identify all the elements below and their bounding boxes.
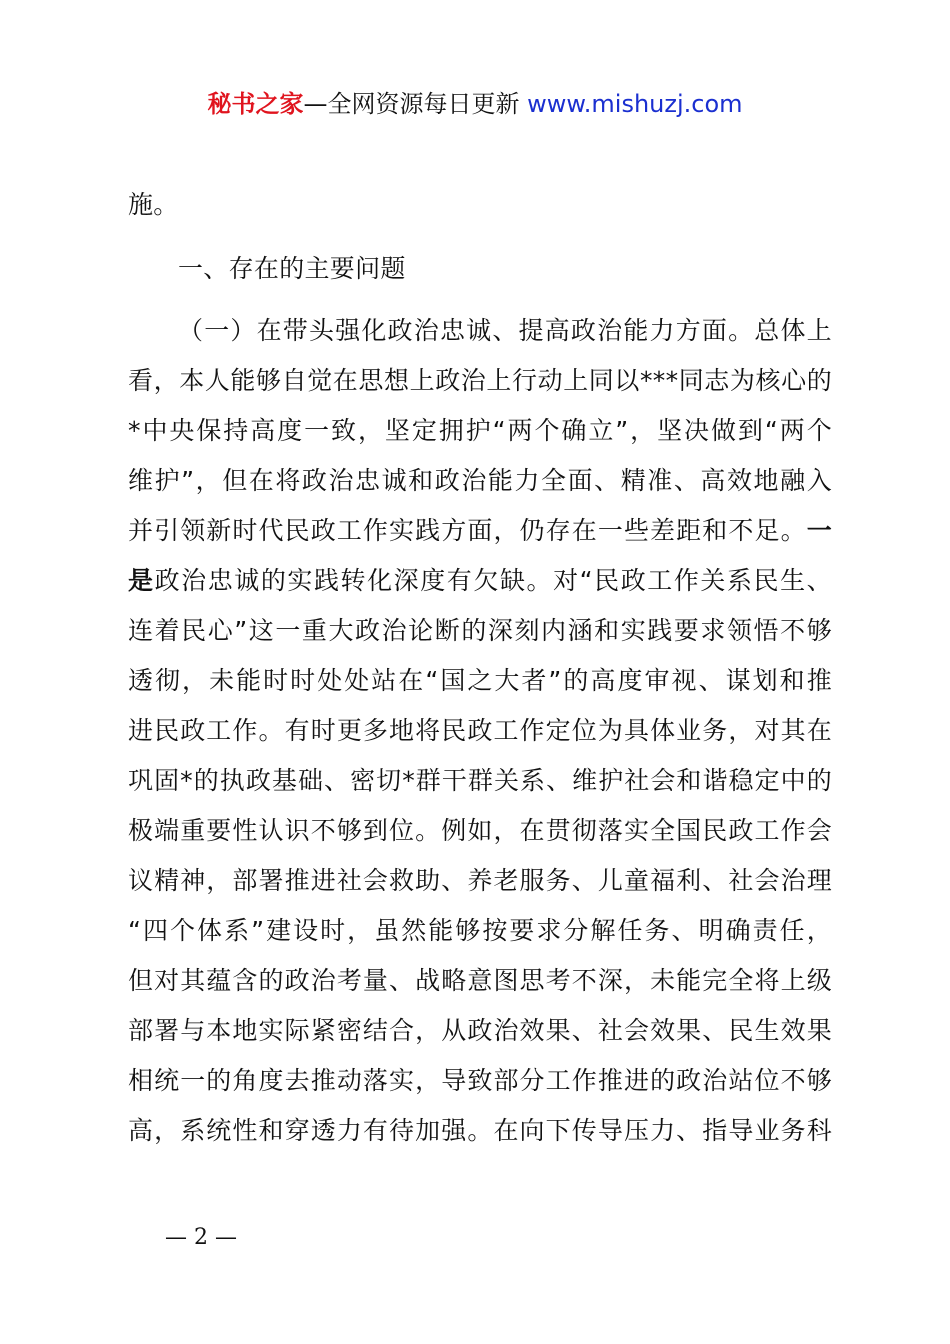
- continuation-text: [128, 180, 832, 230]
- section-heading-text: 一、存在的主要问题: [178, 254, 406, 283]
- paragraph-line: 维护”，但在将政治忠诚和政治能力全面、精准、高效地融入: [128, 466, 832, 495]
- paragraph-line: 部署与本地实际紧密结合，从政治效果、社会效果、民生效果: [128, 1016, 832, 1045]
- paragraph-line: 连着民心”这一重大政治论断的深刻内涵和实践要求领悟不够: [128, 616, 832, 645]
- paragraph-line: 进民政工作。有时更多地将民政工作定位为具体业务，对其在: [128, 716, 832, 745]
- document-body: [128, 180, 832, 1156]
- section-heading: [128, 244, 832, 294]
- continuation-line: 施。: [128, 190, 179, 219]
- paragraph-line: 但对其蕴含的政治考量、战略意图思考不深，未能完全将上级: [128, 966, 832, 995]
- paragraph-line: *中央保持高度一致，坚定拥护“两个确立”，坚决做到“两个: [128, 416, 832, 445]
- site-url[interactable]: www.mishuzj.com: [527, 90, 743, 118]
- paragraph-line: 相统一的角度去推动落实，导致部分工作推进的政治站位不够: [128, 1066, 832, 1095]
- paragraph-line: 议精神，部署推进社会救助、养老服务、儿童福利、社会治理: [128, 866, 832, 895]
- site-brand: 秘书之家: [207, 90, 304, 118]
- page-number: — 2 —: [165, 1225, 237, 1250]
- paragraph-line-text: 政治忠诚的实践转化深度有欠缺。对“民政工作关系民生、: [154, 566, 832, 595]
- paragraph-line-text: 并引领新时代民政工作实践方面，仍存在一些差距和不足。: [128, 516, 807, 545]
- bold-marker-first: 一: [806, 516, 832, 545]
- paragraph-line: （一）在带头强化政治忠诚、提高政治能力方面。总体上: [178, 316, 832, 345]
- paragraph-line-with-marker: [128, 556, 832, 606]
- site-header: [0, 86, 950, 122]
- paragraph-line: 高，系统性和穿透力有待加强。在向下传导压力、指导业务科: [128, 1116, 832, 1145]
- paragraph-line: 看，本人能够自觉在思想上政治上行动上同以***同志为核心的: [128, 366, 832, 395]
- paragraph-line: 透彻，未能时时处处站在“国之大者”的高度审视、谋划和推: [128, 666, 832, 695]
- paragraph-line: “四个体系”建设时，虽然能够按要求分解任务、明确责任，: [128, 916, 832, 945]
- paragraph-line: 巩固*的执政基础、密切*群干群关系、维护社会和谐稳定中的: [128, 766, 832, 795]
- bold-marker-second: 是: [128, 566, 155, 595]
- paragraph-1: [128, 306, 832, 1156]
- site-tagline: —全网资源每日更新: [303, 90, 528, 118]
- paragraph-line-with-marker: [128, 506, 832, 556]
- paragraph-line: 极端重要性认识不够到位。例如，在贯彻落实全国民政工作会: [128, 816, 832, 845]
